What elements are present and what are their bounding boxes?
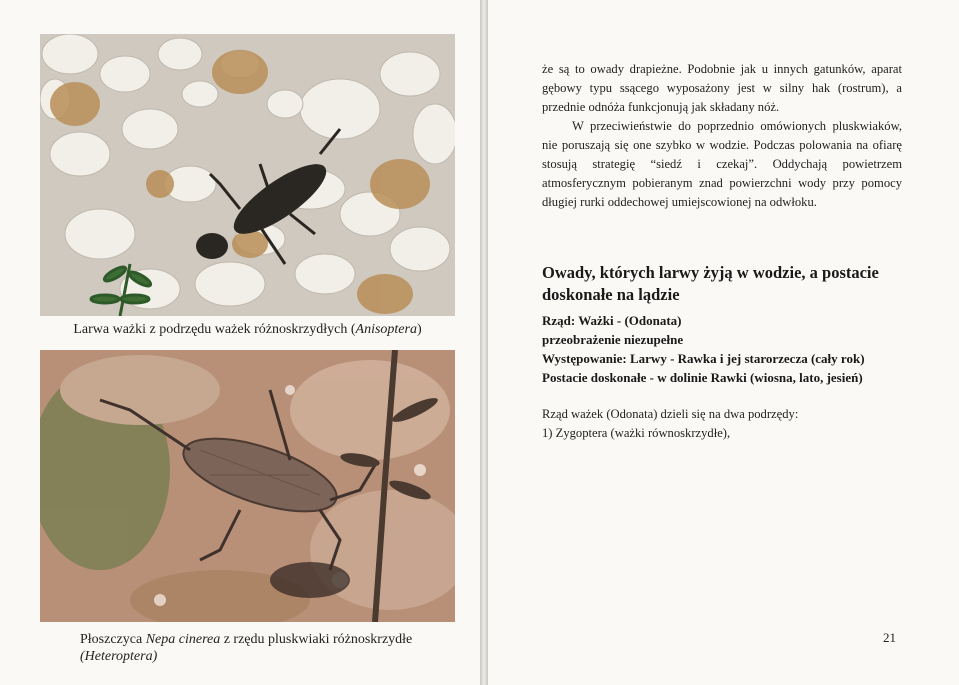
caption-water-scorpion	[80, 631, 460, 665]
book-gutter	[480, 0, 488, 685]
right-page	[488, 0, 959, 685]
caption2-text2: z rzędu pluskwiaki różnoskrzydłe	[220, 632, 413, 647]
caption2-species: Nepa cinerea	[145, 632, 221, 647]
water-scorpion-photo	[40, 350, 455, 622]
paragraph-3	[542, 405, 902, 443]
page-number: 21	[883, 630, 896, 645]
order-info	[542, 311, 922, 387]
caption-dragonfly-larva	[40, 321, 455, 338]
order-line: Rząd: Ważki - (Odonata)	[542, 313, 682, 328]
paragraph-3-text: Rząd ważek (Odonata) dzieli się na dwa podrzędy:	[542, 407, 799, 421]
occurrence-line: Występowanie: Larwy - Rawka i jej starorzecza (cały rok)	[542, 351, 865, 366]
caption2-text1: Płoszczyca	[80, 632, 146, 647]
dragonfly-larva-photo	[40, 34, 455, 316]
caption1-text: Larwa ważki z podrzędu ważek różnoskrzydłych (	[73, 322, 356, 337]
paragraph-4-text: 1) Zygoptera (ważki równoskrzydłe),	[542, 426, 731, 440]
caption2-order: (Heteroptera)	[80, 649, 158, 664]
caption1-italic: Anisoptera	[355, 322, 417, 337]
adults-line: Postacie doskonałe - w dolinie Rawki (wiosna, lato, jesień)	[542, 370, 863, 385]
caption1-end: )	[416, 322, 422, 337]
paragraph-1-text: że są to owady drapieżne. Podobnie jak u innych gatunków, aparat gębowy typu ssącego wyposażony jest w silny hak (rostrum), a przednie odnóża funkcjonują jak składany nóż.	[542, 62, 902, 114]
paragraph-1	[542, 60, 902, 212]
metamorphosis-line: przeobrażenie niezupełne	[542, 332, 684, 347]
paragraph-2-text: W przeciwieństwie do poprzednio omówionych pluskwiaków, nie poruszają się one szybko w wodzie. Podczas polowania na ofiarę stosują strategię “siedź i czekaj”. Oddychają powietrzem atmosferycznym pobieranym znad powierzchni wody przy pomocy długiej rurki oddechowej umiejscowionej na odwłoku.	[542, 119, 902, 209]
section-heading: Owady, których larwy żyją w wodzie, a postacie doskonałe na lądzie	[542, 263, 879, 304]
